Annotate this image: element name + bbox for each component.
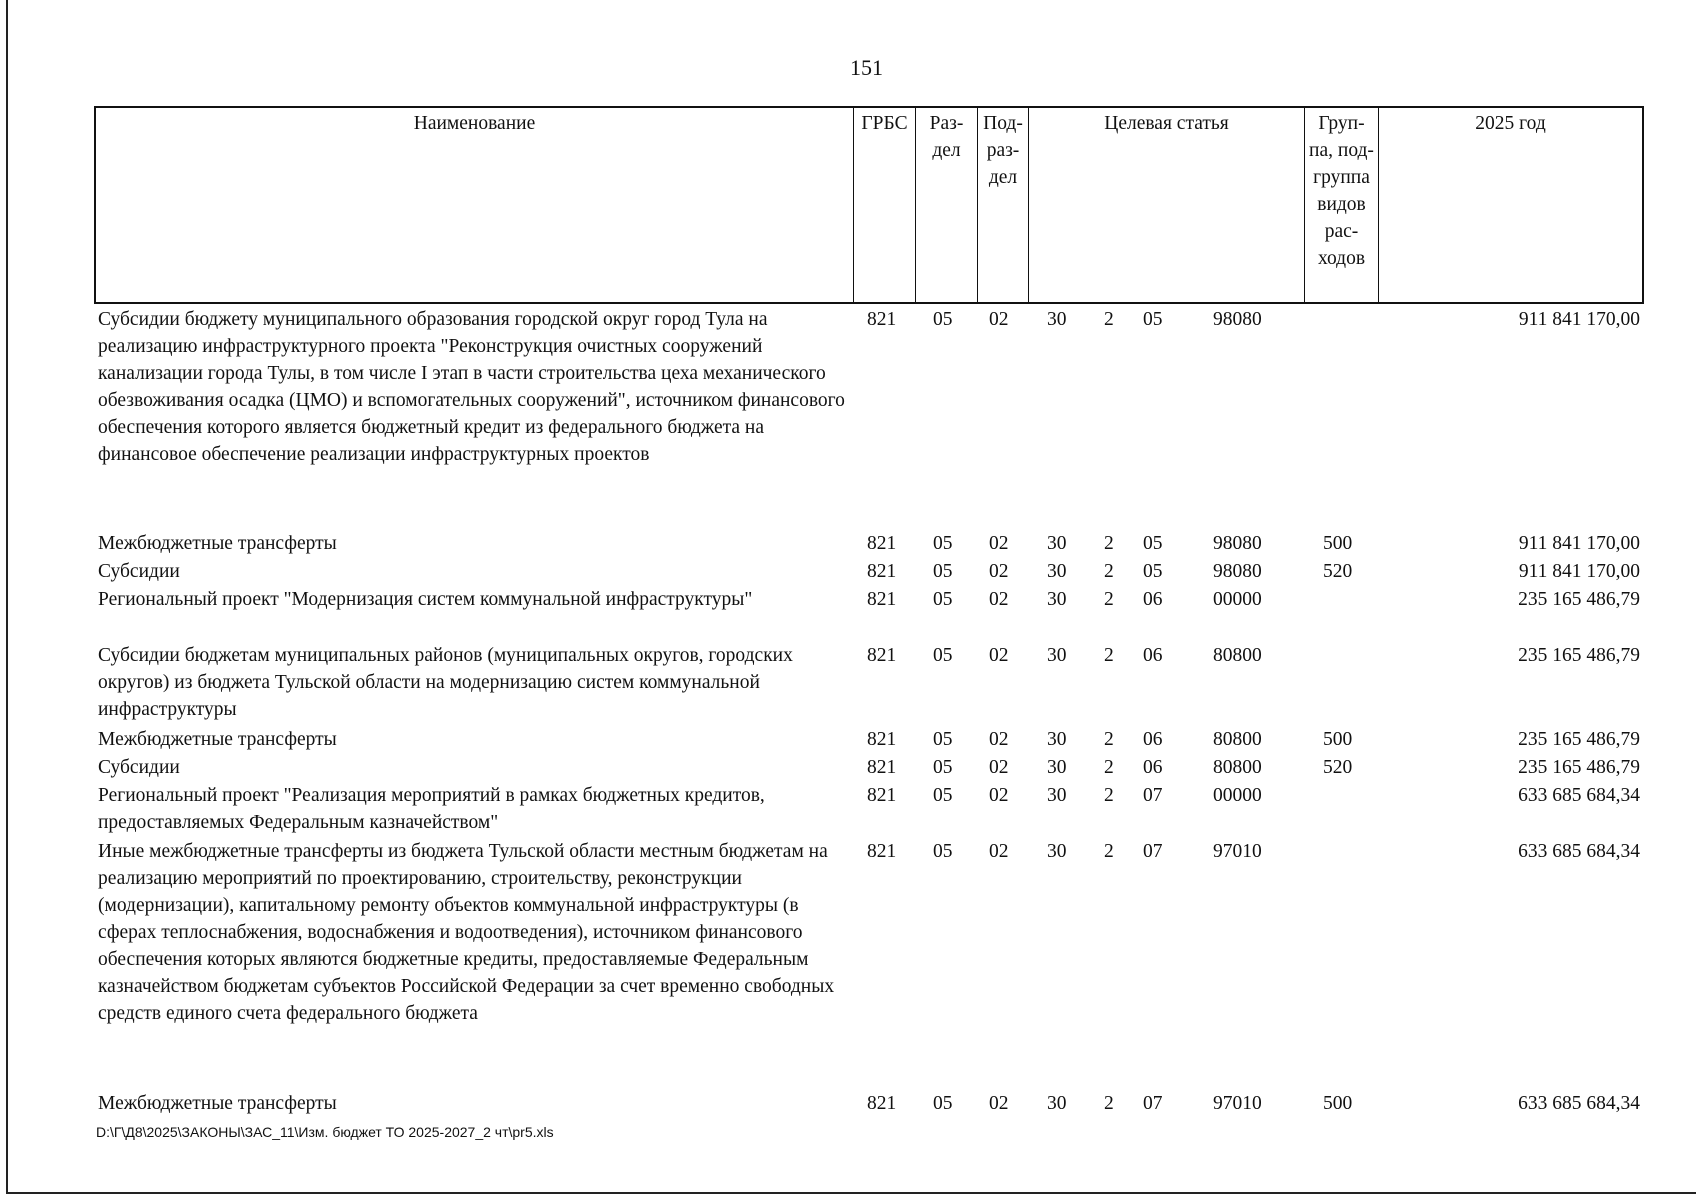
row-grbs: 821 (867, 785, 897, 806)
row-target-type: 2 (1104, 757, 1114, 778)
row-expense-group: 500 (1323, 533, 1353, 554)
row-target-direction: 80800 (1213, 729, 1262, 750)
row-name: Субсидии (98, 757, 180, 778)
row-target-project: 07 (1143, 785, 1163, 806)
row-podrazdel: 02 (989, 645, 1009, 666)
header-group (1305, 108, 1379, 302)
header-razdel (916, 108, 978, 302)
row-amount: 235 165 486,79 (1518, 757, 1640, 778)
row-grbs: 821 (867, 561, 897, 582)
row-amount: 911 841 170,00 (1518, 561, 1640, 582)
row-amount: 235 165 486,79 (1518, 589, 1640, 610)
row-target-project: 06 (1143, 589, 1163, 610)
row-target-program: 30 (1047, 785, 1067, 806)
row-target-program: 30 (1047, 729, 1067, 750)
header-group-line: па, под- (1309, 140, 1374, 161)
row-target-project: 07 (1143, 1093, 1163, 1114)
row-grbs: 821 (867, 1093, 897, 1114)
row-target-direction: 80800 (1213, 757, 1262, 778)
header-group-line: ходов (1317, 248, 1366, 269)
row-grbs: 821 (867, 533, 897, 554)
row-target-direction: 97010 (1213, 1093, 1262, 1114)
row-razdel: 05 (933, 785, 953, 806)
header-target (1029, 108, 1305, 302)
row-target-program: 30 (1047, 561, 1067, 582)
row-podrazdel: 02 (989, 729, 1009, 750)
page-border-bottom (6, 1192, 1696, 1194)
row-name: Межбюджетные трансферты (98, 729, 337, 750)
row-amount: 633 685 684,34 (1518, 1093, 1640, 1114)
header-year (1379, 108, 1642, 302)
row-target-program: 30 (1047, 589, 1067, 610)
row-razdel: 05 (933, 589, 953, 610)
header-podrazdel (978, 108, 1029, 302)
row-target-direction: 98080 (1213, 561, 1262, 582)
row-target-type: 2 (1104, 589, 1114, 610)
row-target-project: 06 (1143, 757, 1163, 778)
row-amount: 633 685 684,34 (1518, 841, 1640, 862)
row-expense-group: 520 (1323, 757, 1353, 778)
header-podrazdel-line: раз- (986, 140, 1020, 161)
row-podrazdel: 02 (989, 589, 1009, 610)
row-expense-group: 500 (1323, 1093, 1353, 1114)
row-target-direction: 98080 (1213, 533, 1262, 554)
row-name: Региональный проект "Реализация мероприятий в рамках бюджетных кредитов, предоставляемых Федеральным казначейством" (98, 785, 765, 833)
row-target-program: 30 (1047, 533, 1067, 554)
row-grbs: 821 (867, 841, 897, 862)
row-grbs: 821 (867, 645, 897, 666)
header-podrazdel-line: Под- (983, 113, 1023, 134)
header-grbs-label: ГРБС (861, 113, 908, 134)
header-group-line: видов (1317, 194, 1366, 215)
row-grbs: 821 (867, 729, 897, 750)
row-target-type: 2 (1104, 533, 1114, 554)
row-target-program: 30 (1047, 757, 1067, 778)
row-target-program: 30 (1047, 645, 1067, 666)
header-year-label: 2025 год (1475, 113, 1546, 134)
row-amount: 911 841 170,00 (1518, 309, 1640, 330)
row-razdel: 05 (933, 729, 953, 750)
row-expense-group: 520 (1323, 561, 1353, 582)
row-amount: 235 165 486,79 (1518, 645, 1640, 666)
row-podrazdel: 02 (989, 533, 1009, 554)
row-target-type: 2 (1104, 309, 1114, 330)
row-target-project: 06 (1143, 729, 1163, 750)
row-name: Межбюджетные трансферты (98, 533, 337, 554)
row-target-type: 2 (1104, 785, 1114, 806)
row-target-type: 2 (1104, 1093, 1114, 1114)
table-header (94, 106, 1644, 304)
row-razdel: 05 (933, 757, 953, 778)
row-expense-group: 500 (1323, 729, 1353, 750)
header-name-label: Наименование (413, 113, 536, 134)
row-razdel: 05 (933, 561, 953, 582)
header-razdel-line: Раз- (929, 113, 964, 134)
header-podrazdel-line: дел (988, 167, 1018, 188)
row-target-project: 05 (1143, 561, 1163, 582)
row-target-direction: 00000 (1213, 785, 1262, 806)
row-razdel: 05 (933, 309, 953, 330)
page-border-left (6, 0, 8, 1192)
row-target-direction: 80800 (1213, 645, 1262, 666)
row-razdel: 05 (933, 533, 953, 554)
row-target-type: 2 (1104, 841, 1114, 862)
page-number: 151 (850, 55, 883, 80)
file-path-footer: D:\Г\Д8\2025\ЗАКОНЫ\ЗАС_11\Изм. бюджет ТО 2025-2027_2 чт\pr5.xls (96, 1124, 554, 1140)
row-target-direction: 98080 (1213, 309, 1262, 330)
row-name: Субсидии бюджетам муниципальных районов (муниципальных округов, городских округов) из бюджета Тульской области на модернизацию систем коммунальной инфраструктуры (98, 645, 793, 720)
row-target-type: 2 (1104, 729, 1114, 750)
row-podrazdel: 02 (989, 1093, 1009, 1114)
row-razdel: 05 (933, 1093, 953, 1114)
header-group-line: группа (1313, 167, 1370, 188)
row-target-program: 30 (1047, 841, 1067, 862)
row-podrazdel: 02 (989, 785, 1009, 806)
row-target-project: 07 (1143, 841, 1163, 862)
row-target-project: 05 (1143, 309, 1163, 330)
row-target-project: 06 (1143, 645, 1163, 666)
header-group-line: Груп- (1318, 113, 1365, 134)
header-group-line: рас- (1324, 221, 1359, 242)
header-grbs (854, 108, 916, 302)
header-razdel-line: дел (932, 140, 961, 161)
row-name: Региональный проект "Модернизация систем коммунальной инфраструктуры" (98, 589, 753, 610)
row-grbs: 821 (867, 757, 897, 778)
row-target-program: 30 (1047, 309, 1067, 330)
row-podrazdel: 02 (989, 561, 1009, 582)
row-razdel: 05 (933, 645, 953, 666)
row-podrazdel: 02 (989, 309, 1009, 330)
row-name: Субсидии бюджету муниципального образования городской округ город Тула на реализацию инфраструктурного проекта "Реконструкция очистных сооружений канализации города Тулы, в том числе I этап в части строительства цеха механического обезвоживания осадка (ЦМО) и вспомогательных сооружений", источником финансового обеспечения которого является бюджетный кредит из федерального бюджета на финансовое обеспечение реализации инфраструктурных проектов (98, 309, 845, 465)
header-target-label: Целевая статья (1104, 113, 1229, 134)
row-razdel: 05 (933, 841, 953, 862)
row-grbs: 821 (867, 309, 897, 330)
row-name: Иные межбюджетные трансферты из бюджета Тульской области местным бюджетам на реализацию мероприятий по проектированию, строительству, реконструкции (модернизации), капитальному ремонту объектов коммунальной инфраструктуры (в сферах теплоснабжения, водоснабжения и водоотведения), источником финансового обеспечения которых являются бюджетные кредиты, предоставляемые Федеральным казначейством бюджетам субъектов Российской Федерации за счет временно свободных средств единого счета федерального бюджета (98, 841, 835, 1024)
row-target-program: 30 (1047, 1093, 1067, 1114)
row-grbs: 821 (867, 589, 897, 610)
header-name (96, 108, 854, 302)
row-amount: 911 841 170,00 (1518, 533, 1640, 554)
row-target-direction: 00000 (1213, 589, 1262, 610)
row-amount: 633 685 684,34 (1518, 785, 1640, 806)
row-name: Межбюджетные трансферты (98, 1093, 337, 1114)
row-target-type: 2 (1104, 645, 1114, 666)
row-amount: 235 165 486,79 (1518, 729, 1640, 750)
row-target-type: 2 (1104, 561, 1114, 582)
row-podrazdel: 02 (989, 757, 1009, 778)
row-target-project: 05 (1143, 533, 1163, 554)
row-name: Субсидии (98, 561, 180, 582)
row-podrazdel: 02 (989, 841, 1009, 862)
row-target-direction: 97010 (1213, 841, 1262, 862)
